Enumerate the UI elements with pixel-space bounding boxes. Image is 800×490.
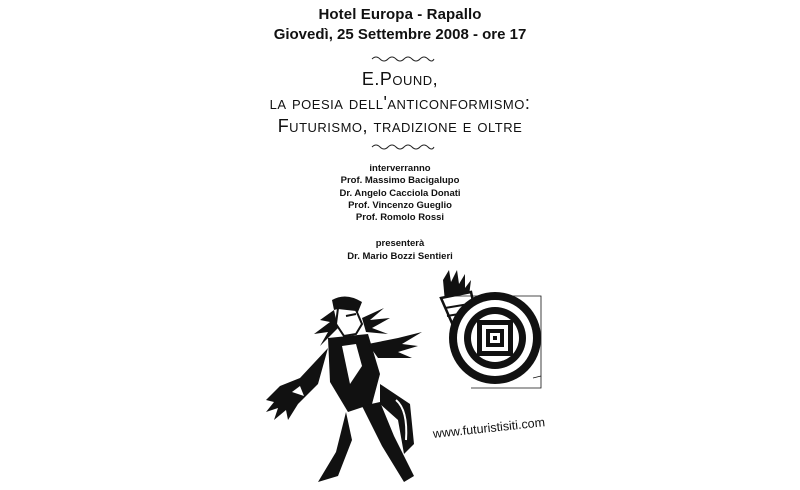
speaker-name: Dr. Angelo Cacciola Donati [339,188,461,199]
speakers-intro: interverranno [369,163,431,174]
event-date: Giovedì, 25 Settembre 2008 - ore 17 [273,26,527,43]
speaker-name: Prof. Massimo Bacigalupo [340,175,460,186]
speaker-name: Prof. Romolo Rossi [355,212,445,223]
spiral-vortex-illustration [433,268,548,398]
title-line-2: la poesia dell'anticonformismo: [269,93,531,113]
title-line-1: E.Pound, [361,69,439,89]
speaker-name: Prof. Vincenzo Gueglio [348,200,452,211]
presenter-name: Dr. Mario Bozzi Sentieri [347,251,453,262]
website-url[interactable]: www.futuristisiti.com [432,415,546,441]
presenter-intro: presenterà [375,238,425,249]
flourish-divider-bottom [370,142,436,152]
flourish-divider-top [370,54,436,64]
title-line-3: Futurismo, tradizione e oltre [277,116,523,136]
futurist-figure-illustration [262,288,432,488]
event-venue: Hotel Europa - Rapallo [318,6,482,23]
